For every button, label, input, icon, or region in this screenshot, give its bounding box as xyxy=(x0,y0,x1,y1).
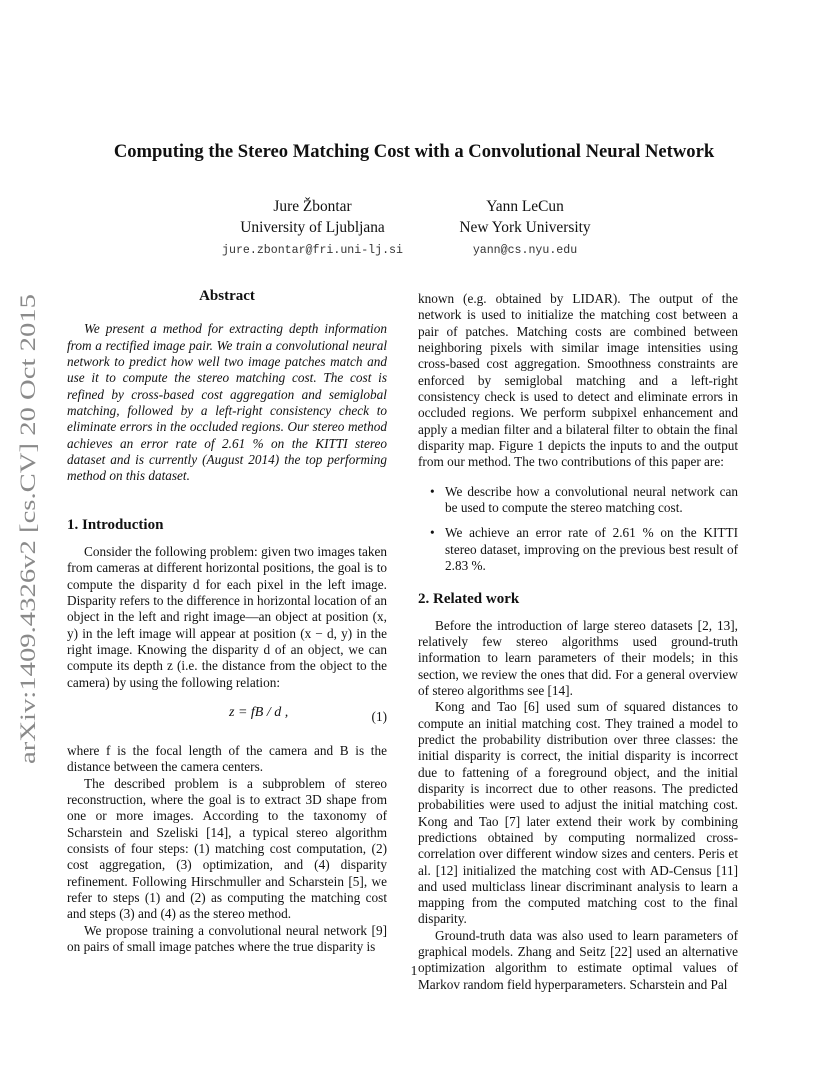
contributions-list xyxy=(418,484,738,575)
abstract-text: We present a method for extracting depth information from a rectified image pair. We train a convolutional neural network to predict how well two image patches match and use it to compute the stereo matching cost. The cost is refined by cross-based cost aggregation and semiglobal matching, followed by a left-right consistency check to eliminate errors in the occluded regions. Our stereo method achieves an error rate of 2.61 % on the KITTI stereo dataset and is currently (August 2014) the top performing method on this dataset. xyxy=(67,321,387,484)
arxiv-stamp xyxy=(8,294,44,764)
arxiv-stamp-text: arXiv:1409.4326v2 [cs.CV] 20 Oct 2015 xyxy=(15,403,40,764)
paper-title: Computing the Stereo Matching Cost with a Convolutional Neural Network xyxy=(113,141,715,162)
left-column xyxy=(67,288,387,955)
right-column xyxy=(418,291,738,993)
author-affiliation: New York University xyxy=(459,219,591,236)
equation-1 xyxy=(67,701,387,733)
equation-body: z = fB / d , xyxy=(229,704,289,720)
author-affiliation: University of Ljubljana xyxy=(240,219,385,236)
related-paragraph-2: Kong and Tao [6] used sum of squared distances to compute an initial matching cost. They trained a model to predict the probability distribution over three classes: the initial disparity is correct, the initial disparity is incorrect due to fattening of a foreground object, and the initial disparity is incorrect due to other reasons. The predicted probabilities were used to adjust the initial matching cost. Kong and Tao [7] later extend their work by combining predictions obtained by computing normalized cross-correlation over different window sizes and centers. Peris et al. [12] initialized the matching cost with AD-Census [11] and used multiclass linear discriminant analysis to learn a mapping from the computed matching cost to the final disparity. xyxy=(418,699,738,927)
related-paragraph-1: Before the introduction of large stereo datasets [2, 13], relatively few stereo algorithms used ground-truth information to learn parameters of their models; in this section, we review the ones that did. For a general overview of stereo algorithms see [14]. xyxy=(418,617,738,698)
abstract-heading: Abstract xyxy=(199,288,255,304)
intro-paragraph-4: We propose training a convolutional neural network [9] on pairs of small image patches where the true disparity is xyxy=(67,922,387,954)
list-item: • We describe how a convolutional neural network can be used to compute the stereo matching cost. xyxy=(418,484,738,517)
section-heading-related-work: 2. Related work xyxy=(418,591,520,608)
equation-number: (1) xyxy=(371,708,387,724)
page-number: 1 xyxy=(410,963,418,978)
author-name: Jure Žbontar xyxy=(273,198,352,215)
author-block-2 xyxy=(430,196,620,261)
related-paragraph-3: Ground-truth data was also used to learn parameters of graphical models. Zhang and Seitz [22] used an alternative optimization algorithm to estimate optimal values of Markov random field hyperparameters. Scharstein and Pal xyxy=(418,927,738,992)
list-item: • We achieve an error rate of 2.61 % on the KITTI stereo dataset, improving on the previous best result of 2.83 %. xyxy=(418,525,738,574)
author-email: jure.zbontar@fri.uni-lj.si xyxy=(222,244,403,257)
intro-paragraph-1: Consider the following problem: given two images taken from cameras at different horizontal positions, the goal is to compute the disparity d for each pixel in the left image. Disparity refers to the difference in horizontal location of an object in the left and right image—an object at position (x, y) in the left image will appear at position (x − d, y) in the right image. Knowing the disparity d of an object, we can compute its depth z (i.e. the distance from the object to the camera) by using the following relation: xyxy=(67,543,387,690)
author-email: yann@cs.nyu.edu xyxy=(472,244,578,257)
intro-paragraph-3: The described problem is a subproblem of stereo reconstruction, where the goal is to extract 3D shape from one or more images. According to the taxonomy of Scharstein and Szeliski [14], a typical stereo algorithm consists of four steps: (1) matching cost computation, (2) cost aggregation, (3) optimization, and (4) disparity refinement. Following Hirschmuller and Scharstein [5], we refer to steps (1) and (2) as computing the matching cost and steps (3) and (4) as the stereo method. xyxy=(67,775,387,922)
section-heading-introduction: 1. Introduction xyxy=(67,516,164,533)
right-paragraph-1: known (e.g. obtained by LIDAR). The output of the network is used to initialize the matching cost between a pair of patches. Matching costs are combined between neighboring pixels with similar image intensities using cross-based cost aggregation. Smoothness constraints are enforced by semiglobal matching and a left-right consistency check is used to detect and eliminate errors in occluded regions. We perform subpixel enhancement and apply a median filter and a bilateral filter to obtain the final disparity map. Figure 1 depicts the inputs to and the output from our method. The two contributions of this paper are: xyxy=(418,291,738,470)
author-name: Yann LeCun xyxy=(486,198,564,215)
intro-paragraph-2: where f is the focal length of the camera and B is the distance between the camera centers. xyxy=(67,742,387,775)
author-block-1 xyxy=(200,196,425,261)
